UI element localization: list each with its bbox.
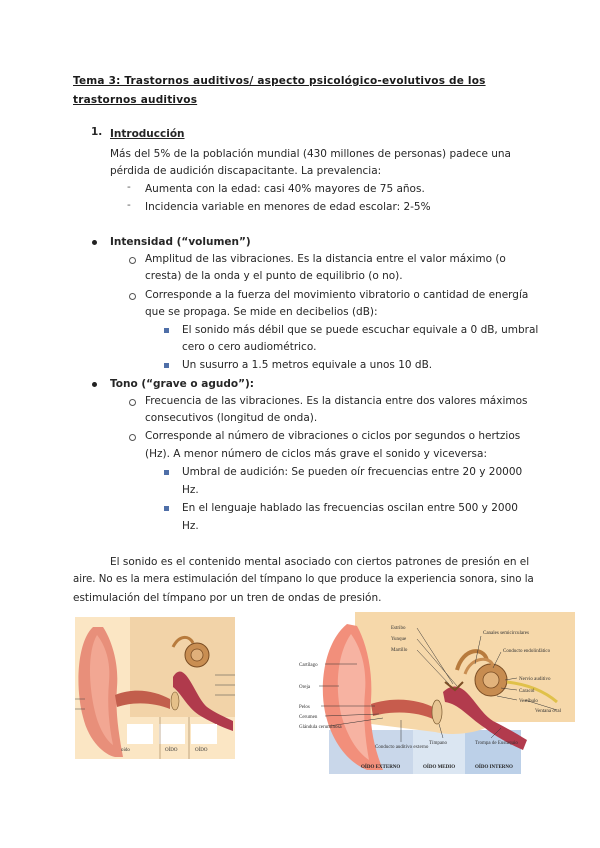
intensity-sub1-line1: Amplitud de las vibraciones. Es la distancia entre el valor máximo (o bbox=[145, 253, 506, 265]
intensity-sq1-line1: El sonido más débil que se puede escuchar equivale a 0 dB, umbral bbox=[182, 324, 539, 336]
tone-sub1-line1: Frecuencia de las vibraciones. Es la distancia entre dos valores máximos bbox=[145, 395, 528, 407]
label-cartilago: Cartílago bbox=[299, 663, 318, 668]
eardrum bbox=[432, 700, 442, 724]
label-cerumen: Cerumen bbox=[299, 715, 318, 720]
label-oido-externo: oído bbox=[121, 748, 130, 753]
paragraph-line-1: El sonido es el contenido mental asociado con ciertos patrones de presión en el bbox=[110, 556, 530, 568]
tone-sq2-line1: En el lenguaje hablado las frecuencias oscilan entre 500 y 2000 bbox=[182, 502, 518, 514]
tone-sq1-line2: Hz. bbox=[182, 484, 199, 496]
label-oido-externo: OÍDO EXTERNO bbox=[361, 765, 401, 770]
label-conducto-endolinfatico: Conducto endolinfático bbox=[503, 649, 551, 654]
label-yunque: Yunque bbox=[391, 637, 407, 642]
label-oido-interno: OÍDO bbox=[195, 748, 208, 753]
label-ventana-oval: Ventana oval bbox=[535, 709, 561, 714]
ear-illustration-right bbox=[295, 612, 575, 774]
label-conducto-auditivo: Conducto auditivo externo bbox=[375, 745, 429, 750]
bullet-circle bbox=[129, 399, 136, 406]
document-title: Tema 3: Trastornos auditivos/ aspecto psicológico-evolutivos de los trastornos auditivos bbox=[73, 75, 486, 106]
tone-sub2-line1: Corresponde al número de vibraciones o ciclos por segundos o hertzios bbox=[145, 430, 521, 442]
intensity-sub1-line2: cresta) de la onda y el punto de equilibrio (o no). bbox=[145, 270, 403, 282]
label-pelos: Pelos bbox=[299, 705, 310, 710]
intro-list-item: Incidencia variable en menores de edad escolar: 2-5% bbox=[145, 201, 431, 213]
intensity-sub2-line2: que se propaga. Se mide en decibelios (dB): bbox=[145, 306, 378, 318]
tone-sub2-line2: (Hz). A menor número de ciclos más grave el sonido y viceversa: bbox=[145, 448, 487, 460]
label-estribo: Estribo bbox=[391, 626, 406, 631]
tone-sq1-line1: Umbral de audición: Se pueden oír frecuencias entre 20 y 20000 bbox=[182, 466, 523, 478]
label-box bbox=[191, 724, 217, 744]
bullet-circle bbox=[129, 434, 136, 441]
bullet-circle bbox=[129, 257, 136, 264]
cochlea-inner bbox=[483, 672, 499, 688]
label-vestibulo: Vestíbulo bbox=[519, 699, 538, 704]
intro-list-item: Aumenta con la edad: casi 40% mayores de 75 años. bbox=[145, 183, 425, 195]
intensity-sq2: Un susurro a 1.5 metros equivale a unos 10 dB. bbox=[182, 359, 433, 371]
intro-text-line-1: Más del 5% de la población mundial (430 millones de personas) padece una bbox=[110, 148, 511, 160]
bullet-circle bbox=[129, 293, 136, 300]
cochlea-inner bbox=[191, 649, 203, 661]
dash-bullet: - bbox=[127, 181, 131, 193]
label-oido-medio: OÍDO MEDIO bbox=[423, 765, 456, 770]
intensity-sq1-line2: cero o cero audiométrico. bbox=[182, 341, 317, 353]
label-box bbox=[159, 724, 185, 744]
bullet-square bbox=[164, 506, 169, 511]
label-martillo: Martillo bbox=[391, 648, 408, 653]
label-oido-medio: OÍDO bbox=[165, 748, 178, 753]
tone-heading: Tono (“grave o agudo”): bbox=[110, 378, 255, 390]
bullet-dot bbox=[92, 240, 97, 245]
tone-sub1-line2: consecutivos (longitud de onda). bbox=[145, 412, 318, 424]
dash-bullet: - bbox=[127, 199, 131, 211]
label-trompa: Trompa de Eustaquio bbox=[475, 741, 518, 746]
intensity-heading: Intensidad (“volumen”) bbox=[110, 236, 251, 248]
intensity-sub2-line1: Corresponde a la fuerza del movimiento vibratorio o cantidad de energía bbox=[145, 289, 529, 301]
paragraph-line-3: estimulación del tímpano por un tren de ondas de presión. bbox=[73, 592, 382, 604]
ear-illustration-left bbox=[75, 617, 235, 759]
eardrum bbox=[171, 692, 179, 710]
label-caracol: Caracol bbox=[519, 689, 535, 694]
section-heading-introduccion: Introducción bbox=[110, 128, 185, 140]
label-box bbox=[127, 724, 153, 744]
label-oreja: Oreja bbox=[299, 685, 311, 690]
bullet-square bbox=[164, 328, 169, 333]
label-canales: Canales semicirculares bbox=[483, 631, 529, 636]
bullet-dot bbox=[92, 382, 97, 387]
section-number: 1. bbox=[91, 126, 103, 138]
label-glandula: Glándula ceruminosa bbox=[299, 725, 342, 730]
intro-text-line-2: pérdida de audición discapacitante. La prevalencia: bbox=[110, 165, 382, 177]
bullet-square bbox=[164, 470, 169, 475]
bullet-square bbox=[164, 363, 169, 368]
label-oido-interno: OÍDO INTERNO bbox=[475, 765, 513, 770]
label-timpano: Tímpano bbox=[429, 741, 448, 746]
tone-sq2-line2: Hz. bbox=[182, 520, 199, 532]
paragraph-line-2: aire. No es la mera estimulación del tímpano lo que produce la experiencia sonora, sino la bbox=[73, 574, 534, 585]
label-nervio: Nervio auditivo bbox=[519, 677, 551, 682]
